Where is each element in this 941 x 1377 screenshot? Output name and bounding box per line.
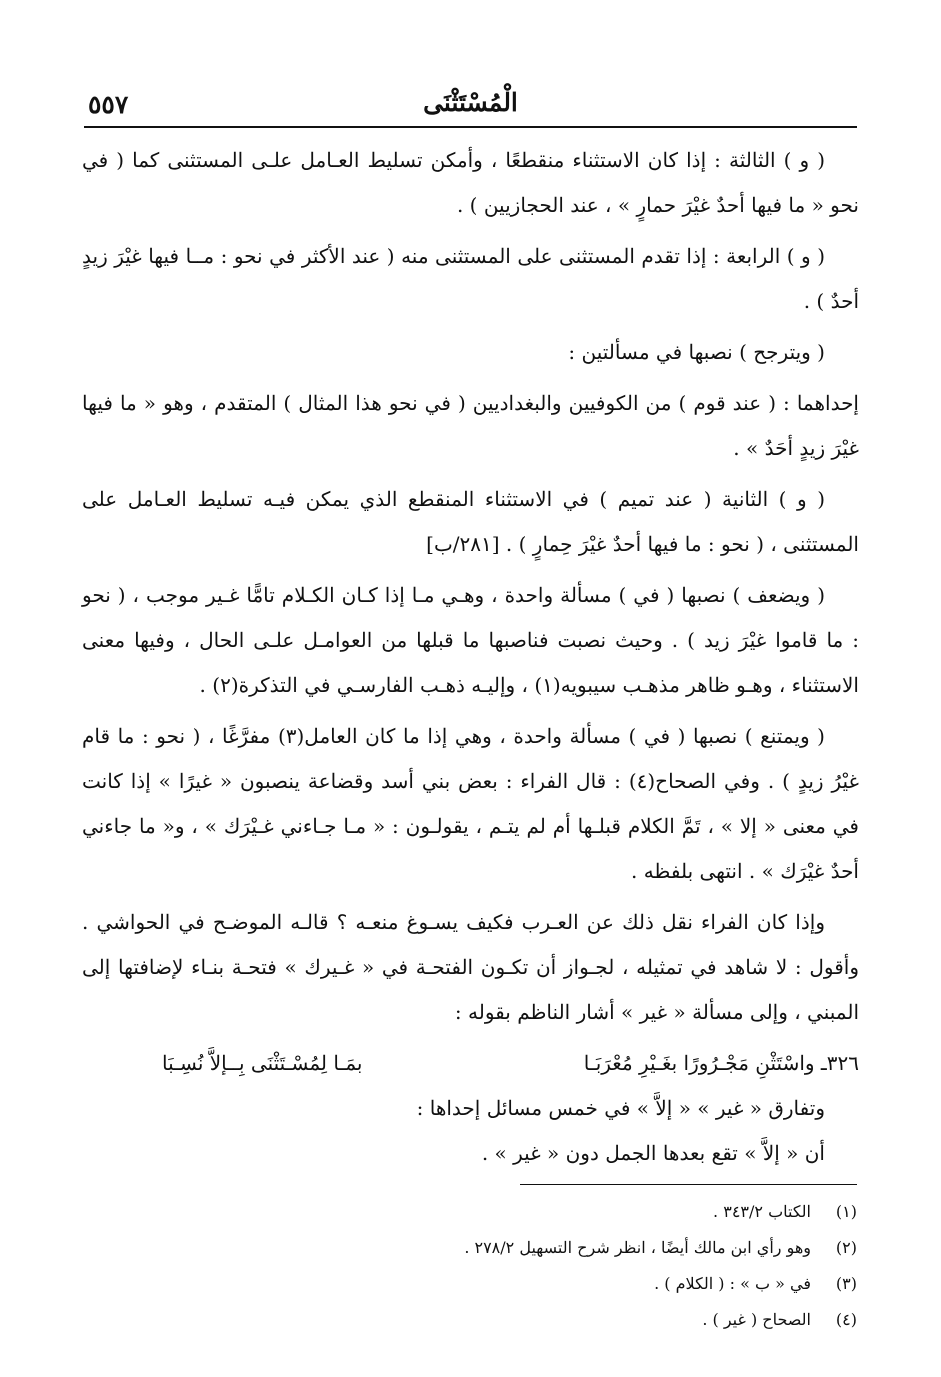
footnote-number: (٢) xyxy=(835,1238,857,1257)
footnote xyxy=(300,1230,857,1266)
paragraph-preferred: ( ويترجح ) نصبها في مسألتين : xyxy=(568,340,825,364)
footnote-text: وهو رأي ابن مالك أيضًا ، انظر شرح التسهيل ٢٧٨/٢ . xyxy=(464,1238,811,1257)
main-text xyxy=(82,138,859,1176)
page-number: ٥٥٧ xyxy=(88,90,129,119)
footnote-number: (١) xyxy=(835,1202,857,1221)
verse-second-hemistich: بمَـا لِمُسْـتَثْنَى بِــإلاَّ نُسِـبَا xyxy=(162,1051,363,1075)
paragraph-first-preferred: إحداهما : ( عند قوم ) من الكوفيين والبغداديين ( في نحو هذا المثال ) المتقدم ، وهو « ما فيها غيْرَ زيدٍ أحَدٌ » . xyxy=(82,391,859,460)
paragraph-third-case: ( و ) الثالثة : إذا كان الاستثناء منقطعًا ، وأمكن تسليط العـامل علـى المستثنى كما ( في نحو « ما فيها أحدٌ غيْرَ حمارٍ » ، عند الحجازيين ) . xyxy=(82,148,859,217)
poetry-verse xyxy=(82,1041,859,1086)
footnote xyxy=(300,1266,857,1302)
footnote xyxy=(300,1302,857,1338)
paragraph-first-difference: أن « إلاَّ » تقع بعدها الجمل دون « غير » . xyxy=(481,1141,825,1165)
header-rule xyxy=(84,126,857,128)
running-title: الْمُسْتَثْنَى xyxy=(423,88,518,117)
page-header xyxy=(84,84,857,124)
footnote-text: في « ب » : ( الكلام ) . xyxy=(654,1274,811,1293)
footnote-number: (٤) xyxy=(835,1310,857,1329)
footnote-text: الصحاح ( غير ) . xyxy=(702,1310,811,1329)
paragraph-weak: ( ويضعف ) نصبها ( في ) مسألة واحدة ، وهـي مـا إذا كـان الكـلام تامًّا غـير موجب ، ( نحو : ما قاموا غيْرَ زيد ) . وحيث نصبت فناصبها ما قبلها من العوامـل علـى الحال ، وفيها معنى الاستثناء ، وهـو ظاهر مذهـب سيبويه(١) ، وإليـه ذهـب الفارسـي في التذكرة(٢) . xyxy=(82,583,859,697)
footnote-text: الكتاب ٣٤٣/٢ . xyxy=(713,1202,811,1221)
paragraph-second-preferred: ( و ) الثانية ( عند تميم ) في الاستثناء المنقطع الذي يمكن فيـه تسليط العـامل على المستثنى ، ( نحو : ما فيها أحدٌ غيْرَ حِمارٍ ) . [٢٨١/ب] xyxy=(82,487,859,556)
footnote-number: (٣) xyxy=(835,1274,857,1293)
paragraph-differences: وتفارق « غير » « إلاَّ » في خمس مسائل إحداها : xyxy=(416,1096,825,1120)
verse-first-hemistich: ٣٢٦ـ واسْتَثْنِ مَجْـرُورًا بغَـيْرِ مُعْرَبَـا xyxy=(583,1051,859,1075)
paragraph-prohibited: ( ويمتنع ) نصبها ( في ) مسألة واحدة ، وهي إذا ما كان العامل(٣) مفرَّغًا ، ( نحو : ما قام غيْرُ زيدٍ ) . وفي الصحاح(٤) : قال الفراء : بعض بني أسد وقضاعة ينصبون « غيرًا » إذا كانت في معنى « إلا » ، تَمَّ الكلام قبلـها أم لم يتـم ، يقولـون : « مـا جـاءني غـيْرَك » ، و« ما جاءني أحدٌ غيْرَك » . انتهى بلفظه . xyxy=(82,724,859,883)
paragraph-fourth-case: ( و ) الرابعة : إذا تقدم المستثنى على المستثنى منه ( عند الأكثر في نحو : مــا فيها غيْرَ زيدٍ أحدٌ ) . xyxy=(82,244,859,313)
footnotes xyxy=(300,1194,857,1338)
footnote xyxy=(300,1194,857,1230)
paragraph-farra: وإذا كان الفراء نقل ذلك عن العـرب فكيف يسـوغ منعـه ؟ قالـه الموضـح في الحواشي . وأقول : لا شاهد في تمثيله ، لجـواز أن تكـون الفتحـة في « غـيرك » فتحـة بنـاء لإضافتها إلى المبني ، وإلى مسألة « غير » أشار الناظم بقوله : xyxy=(82,910,859,1024)
footnote-rule xyxy=(520,1184,857,1185)
